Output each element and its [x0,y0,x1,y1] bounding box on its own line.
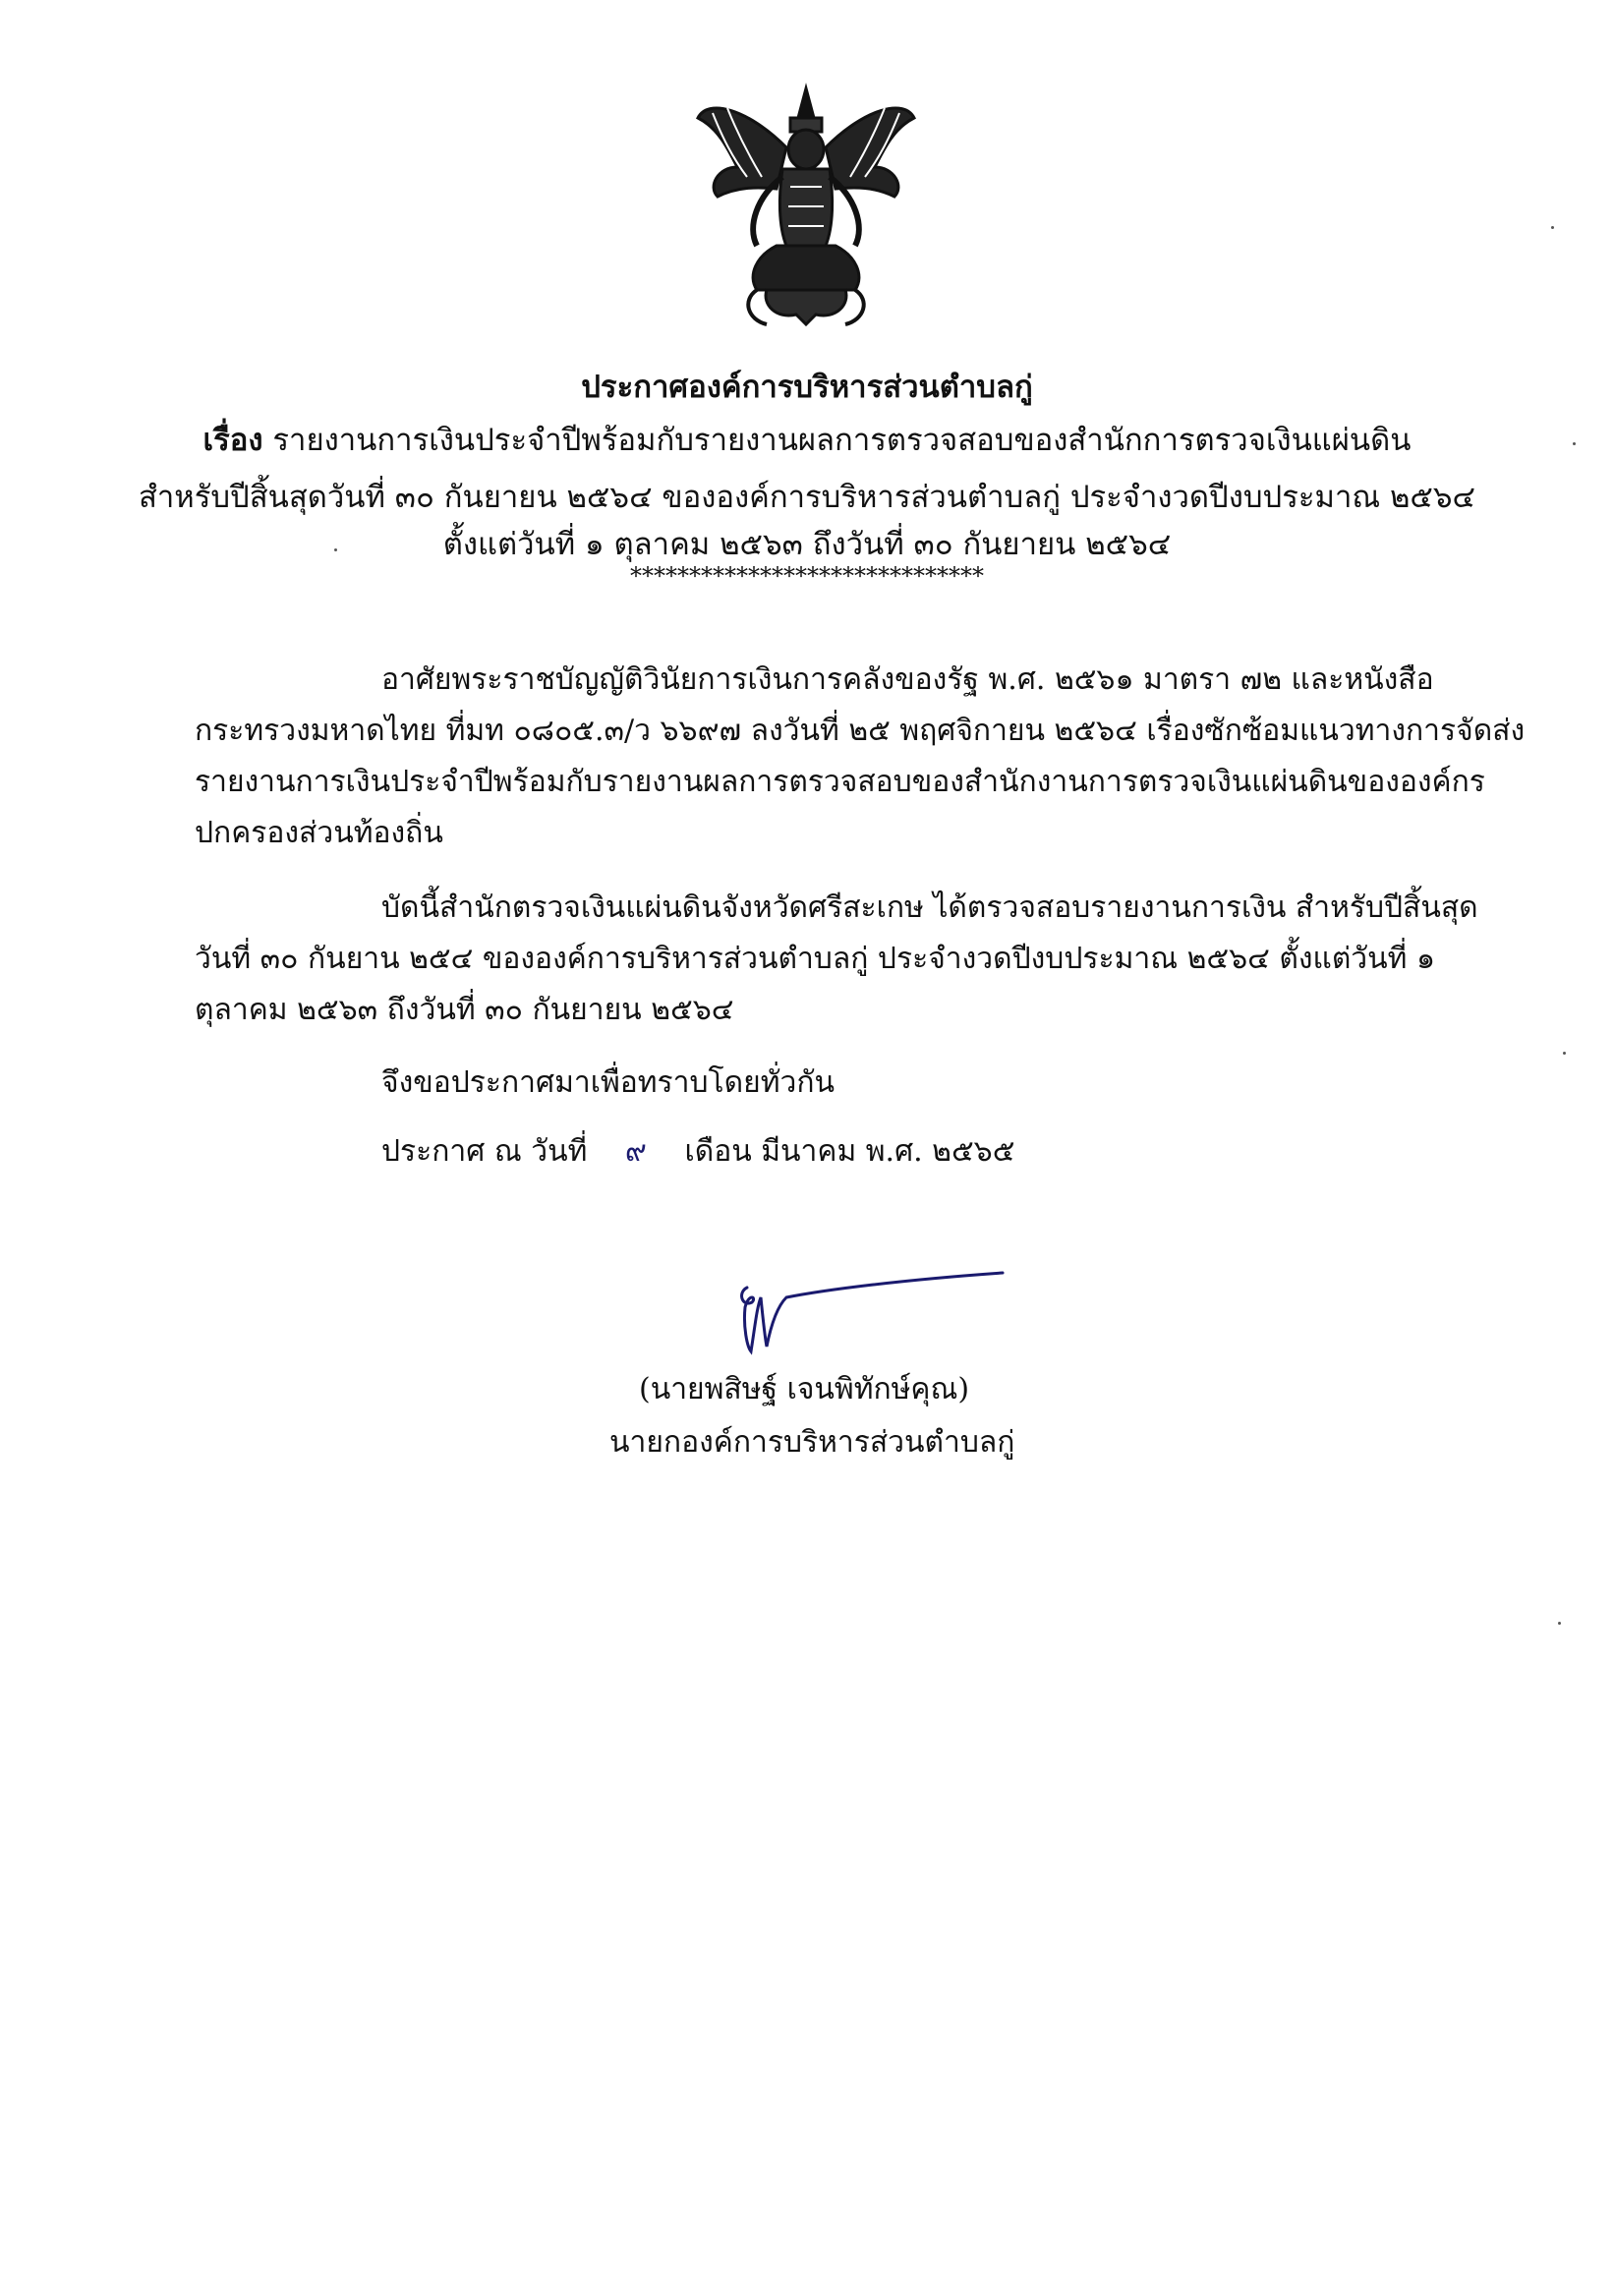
para1-line-4: ปกครองส่วนท้องถิ่น [195,816,443,850]
scan-speck [334,548,337,551]
para1-line-2: กระทรวงมหาดไทย ที่มท ๐๘๐๕.๓/ว ๖๖๙๗ ลงวันที่ ๒๕ พฤศจิกายน ๒๕๖๔ เรื่องซักซ้อมแนวทางการจัดส่ง [195,714,1526,748]
announcement-title: ประกาศองค์การบริหารส่วนตำบลกู่ [581,370,1033,405]
garuda-emblem-icon [688,79,924,334]
subject-label: เรื่อง [202,423,263,458]
subject-text-1: รายงานการเงินประจำปีพร้อมกับรายงานผลการตรวจสอบของสำนักการตรวจเงินแผ่นดิน [272,423,1412,458]
scan-speck [1563,1052,1566,1055]
para2-line-2: วันที่ ๓๐ กันยาน ๒๕๔ ขององค์การบริหารส่วนตำบลกู่ ประจำงวดปีงบประมาณ ๒๕๖๔ ตั้งแต่วันที่ ๑ [195,942,1436,976]
subject-line-3: ตั้งแต่วันที่ ๑ ตุลาคม ๒๕๖๓ ถึงวันที่ ๓๐ กันยายน ๒๕๖๔ [442,527,1172,562]
subject-line-1 [0,415,1614,464]
announce-date-line [381,1128,1014,1175]
separator-stars: ****************************** [630,562,984,590]
scan-speck [1573,442,1576,445]
para1-line-3: รายงานการเงินประจำปีพร้อมกับรายงานผลการตรวจสอบของสำนักงานการตรวจเงินแผ่นดินขององค์กร [195,765,1485,799]
announce-day: ๙ [624,1134,647,1169]
subject-line-2: สำหรับปีสิ้นสุดวันที่ ๓๐ กันยายน ๒๕๖๔ ขององค์การบริหารส่วนตำบลกู่ ประจำงวดปีงบประมาณ ๒๕๖๔ [138,480,1476,515]
signatory-name: (นายพสิษฐ์ เจนพิทักษ์คุณ) [639,1372,970,1406]
signatory-position: นายกองค์การบริหารส่วนตำบลกู่ [609,1425,1015,1460]
closing-line: จึงขอประกาศมาเพื่อทราบโดยทั่วกัน [381,1065,835,1100]
announce-suffix: เดือน มีนาคม พ.ศ. ๒๕๖๕ [684,1134,1015,1169]
para2-line-1: บัดนี้สำนักตรวจเงินแผ่นดินจังหวัดศรีสะเกษ ได้ตรวจสอบรายงานการเงิน สำหรับปีสิ้นสุด [381,890,1478,925]
announce-prefix: ประกาศ ณ วันที่ [381,1134,588,1169]
para1-line-1: อาศัยพระราชบัญญัติวินัยการเงินการคลังของรัฐ พ.ศ. ๒๕๖๑ มาตรา ๗๒ และหนังสือ [381,662,1434,697]
para2-line-3: ตุลาคม ๒๕๖๓ ถึงวันที่ ๓๐ กันยายน ๒๕๖๔ [195,993,734,1027]
signature-image [727,1268,1012,1366]
scan-speck [1558,1622,1561,1625]
scan-speck [1551,226,1554,229]
